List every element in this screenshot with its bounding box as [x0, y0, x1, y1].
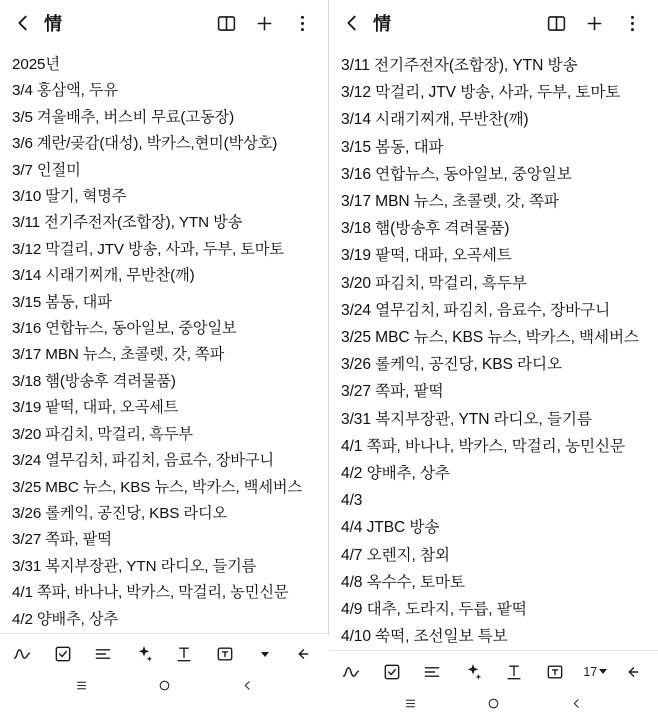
- right-bottom-toolbar: [329, 650, 658, 692]
- note-line: 3/26 롤케익, 공진당, KBS 라디오: [341, 356, 562, 374]
- note-line: 3/11 전기주전자(조합장), YTN 방송: [341, 57, 578, 74]
- note-line: 3/31 복지부장관, YTN 라디오, 들기름: [341, 410, 592, 428]
- note-line: 3/16 연합뉴스, 동아일보, 중앙일보: [12, 320, 237, 338]
- undo-icon[interactable]: [622, 657, 650, 687]
- right-top-actions: [544, 11, 648, 35]
- note-line: 3/25 MBC 뉴스, KBS 뉴스, 박카스, 백세버스: [12, 478, 303, 496]
- back-icon[interactable]: [570, 697, 583, 710]
- note-line: 4/9 대추, 도라지, 두릅, 팥떡: [341, 601, 527, 619]
- right-screen: [329, 0, 658, 679]
- note-line: 3/15 봄동, 대파: [12, 293, 112, 311]
- note-line: 4/1 쪽파, 바나나, 박카스, 막걸리, 농민신문: [12, 584, 289, 602]
- list-format-icon[interactable]: [89, 639, 117, 669]
- note-line: 3/24 열무김치, 파김치, 음료수, 장바구니: [341, 301, 611, 319]
- note-line: 3/18 햄(방송후 격려물품): [341, 220, 510, 238]
- note-line: 3/12 막걸리, JTV 방송, 사과, 두부, 토마토: [12, 240, 284, 258]
- checklist-icon[interactable]: [49, 639, 77, 669]
- note-line: 3/17 MBN 뉴스, 초콜렛, 갓, 쪽파: [341, 193, 559, 211]
- note-line: 3/20 파김치, 막걸리, 흑두부: [341, 274, 527, 292]
- note-line: 3/10 딸기, 혁명주: [12, 188, 127, 206]
- handwriting-icon[interactable]: [337, 657, 365, 687]
- note-line: 3/19 팥떡, 대파, 오곡세트: [341, 247, 512, 265]
- text-box-icon[interactable]: [541, 657, 569, 687]
- recents-icon[interactable]: [75, 679, 88, 692]
- right-top-bar: [329, 0, 658, 46]
- note-line: 2025년: [12, 56, 60, 73]
- list-format-icon[interactable]: [418, 657, 446, 687]
- note-line: 3/27 쪽파, 팥떡: [341, 383, 444, 401]
- back-icon[interactable]: [339, 10, 365, 36]
- page-title: 情: [44, 14, 62, 34]
- right-note-content[interactable]: [329, 46, 658, 650]
- recents-icon[interactable]: [404, 697, 417, 710]
- note-line: 4/2 양배추, 상추: [341, 465, 450, 483]
- more-options-icon[interactable]: [620, 11, 644, 35]
- back-icon[interactable]: [10, 10, 36, 36]
- note-line: 4/7 오렌지, 참외: [341, 546, 450, 564]
- note-line: 3/26 롤케익, 공진당, KBS 라디오: [12, 504, 228, 522]
- more-options-icon[interactable]: [290, 11, 314, 35]
- text-style-icon[interactable]: [170, 639, 198, 669]
- add-icon[interactable]: [252, 11, 276, 35]
- view-mode-icon[interactable]: [214, 11, 238, 35]
- note-line: 3/11 전기주전자(조합장), YTN 방송: [12, 214, 243, 232]
- home-icon[interactable]: [158, 679, 171, 692]
- note-line: 3/5 겨울배추, 버스비 무료(고동장): [12, 108, 235, 126]
- note-line: 3/14 시래기찌개, 무반찬(깨): [12, 267, 195, 285]
- note-line: 4/4 JTBC 방송: [341, 519, 440, 537]
- text-box-icon[interactable]: [211, 639, 239, 669]
- note-line: 4/2 양배추, 상추: [12, 610, 119, 628]
- text-style-icon[interactable]: [500, 657, 528, 687]
- right-system-nav: [329, 692, 658, 714]
- font-size-value: 17: [583, 664, 598, 679]
- note-line: 3/14 시래기찌개, 무반찬(깨): [341, 111, 529, 129]
- note-line: 3/19 팥떡, 대파, 오곡세트: [12, 399, 179, 417]
- note-line: 4/1 쪽파, 바나나, 박카스, 막걸리, 농민신문: [341, 437, 625, 455]
- handwriting-icon[interactable]: [8, 639, 36, 669]
- note-line: 3/31 복지부장관, YTN 라디오, 들기름: [12, 557, 257, 575]
- note-line: 3/24 열무김치, 파김치, 음료수, 장바구니: [12, 452, 274, 470]
- note-line: 4/3: [341, 492, 363, 510]
- font-size-selector[interactable]: [581, 665, 609, 679]
- note-line: 3/16 연합뉴스, 동아일보, 중앙일보: [341, 165, 572, 183]
- left-screen: [0, 0, 329, 635]
- note-line: 3/15 봄동, 대파: [341, 138, 444, 156]
- note-line: 3/20 파김치, 막걸리, 흑두부: [12, 425, 193, 443]
- undo-icon[interactable]: [292, 639, 320, 669]
- note-line: 3/12 막걸리, JTV 방송, 사과, 두부, 토마토: [341, 84, 621, 102]
- left-system-nav: [0, 675, 328, 697]
- note-line: 4/8 옥수수, 토마토: [341, 573, 465, 591]
- home-icon[interactable]: [487, 697, 500, 710]
- view-mode-icon[interactable]: [544, 11, 568, 35]
- note-line: 3/25 MBC 뉴스, KBS 뉴스, 박카스, 백세버스: [341, 329, 639, 347]
- dropdown-caret-icon[interactable]: [251, 639, 279, 669]
- note-line: 3/4 홍삼액, 두유: [12, 82, 119, 100]
- left-top-bar: [0, 0, 328, 46]
- sparkle-ai-icon[interactable]: [459, 657, 487, 687]
- chevron-down-icon: [599, 669, 607, 674]
- note-line: 4/10 쑥떡, 조선일보 특보: [341, 628, 508, 646]
- note-line: 3/7 인절미: [12, 161, 81, 179]
- sparkle-ai-icon[interactable]: [130, 639, 158, 669]
- left-top-actions: [214, 11, 318, 35]
- left-bottom-toolbar: [0, 633, 328, 675]
- note-line: 3/27 쪽파, 팥떡: [12, 531, 112, 549]
- add-icon[interactable]: [582, 11, 606, 35]
- left-note-content[interactable]: [0, 46, 328, 633]
- page-title: 情: [373, 14, 391, 34]
- note-line: 3/6 계란/곶감(대성), 박카스,현미(박상호): [12, 135, 278, 153]
- checklist-icon[interactable]: [378, 657, 406, 687]
- back-icon[interactable]: [241, 679, 254, 692]
- note-line: 3/17 MBN 뉴스, 초콜렛, 갓, 쪽파: [12, 346, 225, 364]
- note-line: 3/18 햄(방송후 격려물품): [12, 372, 176, 390]
